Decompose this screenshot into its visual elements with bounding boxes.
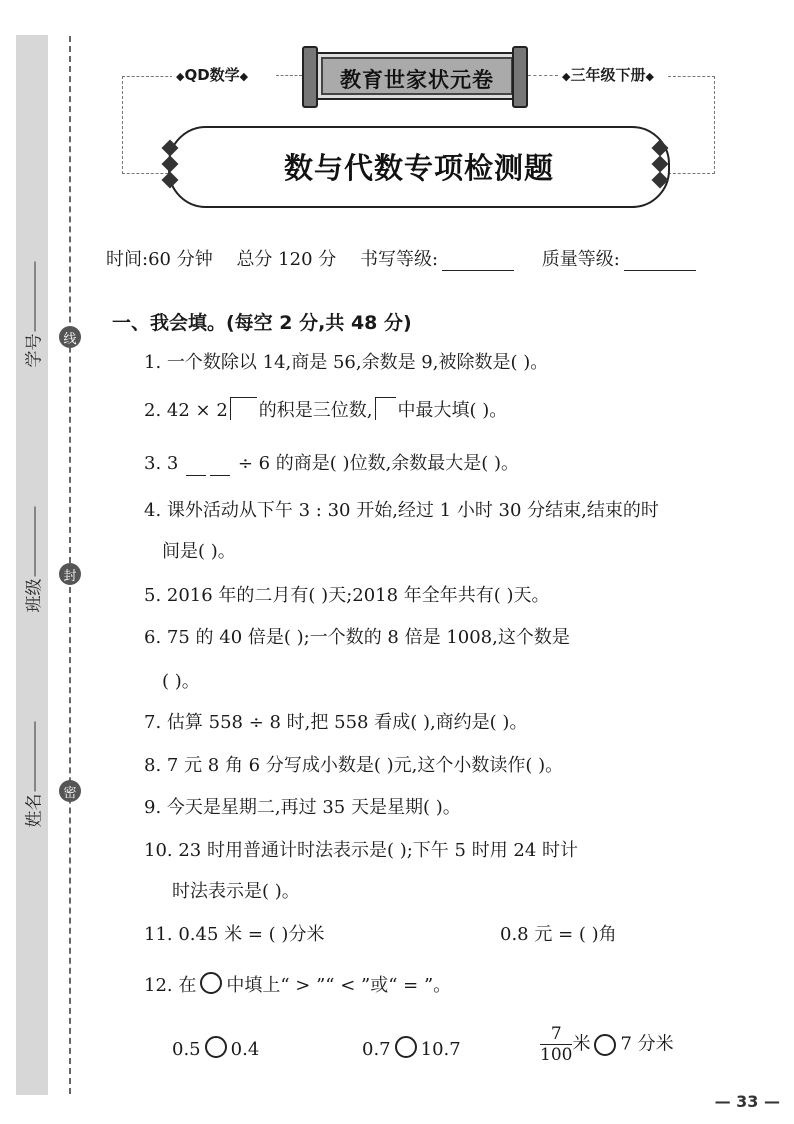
digit-blank[interactable] xyxy=(186,457,206,476)
series-title: 教育世家状元卷 xyxy=(340,68,494,92)
digit-blank[interactable] xyxy=(210,457,230,476)
total-score: 总分 120 分 xyxy=(236,249,337,270)
writing-grade-blank[interactable] xyxy=(442,252,514,271)
seal-close-mark: 密 xyxy=(59,780,81,802)
question-4-line1: 4. 课外活动从下午 3 : 30 开始,经过 1 小时 30 分结束,结束的时 xyxy=(144,500,659,521)
question-3: 3. 3 ÷ 6 的商是( )位数,余数最大是( )。 xyxy=(144,453,520,474)
question-6-line1: 6. 75 的 40 倍是( );一个数的 8 倍是 1008,这个数是 xyxy=(144,627,570,648)
compare-circle[interactable] xyxy=(205,1036,227,1058)
quality-grade-label: 质量等级: xyxy=(541,249,620,270)
name-field xyxy=(20,688,45,828)
class-label: 班级 xyxy=(24,578,45,613)
compare-1: 0.5 0.4 xyxy=(172,1036,259,1062)
page-title: 数与代数专项检测题 xyxy=(283,151,554,185)
question-10-line2: 时法表示是( )。 xyxy=(172,881,300,902)
question-10-line1: 10. 23 时用普通计时法表示是( );下午 5 时用 24 时计 xyxy=(144,840,579,861)
compare-2: 0.7 10.7 xyxy=(362,1036,461,1062)
title-banner xyxy=(168,126,670,208)
digit-box[interactable] xyxy=(230,397,257,420)
section-title: 一、我会填。(每空 2 分,共 48 分) xyxy=(112,312,412,334)
subject-tag: ◆QD数学◆ xyxy=(172,64,252,85)
grade-tag: ◆三年级下册◆ xyxy=(558,64,658,85)
subject-tag-text: QD数学 xyxy=(184,66,240,84)
student-id-label: 学号 xyxy=(24,333,45,368)
question-12: 12. 在 中填上“ > ”“ < ”或“ = ”。 xyxy=(144,972,451,998)
question-9: 9. 今天是星期二,再过 35 天是星期( )。 xyxy=(144,797,461,818)
digit-box[interactable] xyxy=(375,397,396,420)
grade-tag-text: 三年级下册 xyxy=(570,66,646,84)
quality-grade-blank[interactable] xyxy=(624,252,696,271)
series-scroll xyxy=(300,46,530,108)
question-2: 2. 42 × 2 的积是三位数, 中最大填( )。 xyxy=(144,397,507,423)
seal-seal-mark: 封 xyxy=(59,563,81,585)
page-number: — 33 — xyxy=(714,1092,780,1111)
class-field xyxy=(20,473,45,613)
question-5: 5. 2016 年的二月有( )天;2018 年全年共有( )天。 xyxy=(144,585,550,606)
name-label: 姓名 xyxy=(24,793,45,828)
fraction: $\frac{7}{100}$ xyxy=(540,1024,573,1065)
question-6-line2: ( )。 xyxy=(162,671,200,692)
time-limit: 时间:60 分钟 xyxy=(106,249,213,270)
question-11a: 11. 0.45 米 = ( )分米 xyxy=(144,924,325,945)
compare-circle[interactable] xyxy=(594,1034,616,1056)
compare-3: $\frac{7}{100}$ 米 7 分米 xyxy=(540,1024,674,1065)
header-connector-right xyxy=(668,76,715,174)
question-11b: 0.8 元 = ( )角 xyxy=(500,924,617,945)
circle-icon xyxy=(200,972,222,994)
compare-circle[interactable] xyxy=(395,1036,417,1058)
seal-line-mark: 线 xyxy=(59,326,81,348)
writing-grade-label: 书写等级: xyxy=(359,249,439,270)
question-1: 1. 一个数除以 14,商是 56,余数是 9,被除数是( )。 xyxy=(144,352,549,373)
question-4-line2: 间是( )。 xyxy=(162,541,236,562)
question-7: 7. 估算 558 ÷ 8 时,把 558 看成( ),商约是( )。 xyxy=(144,712,528,733)
exam-info xyxy=(106,245,714,271)
question-8: 8. 7 元 8 角 6 分写成小数是( )元,这个小数读作( )。 xyxy=(144,755,564,776)
scroll-roll-right xyxy=(512,46,528,108)
student-id-field xyxy=(20,228,45,368)
